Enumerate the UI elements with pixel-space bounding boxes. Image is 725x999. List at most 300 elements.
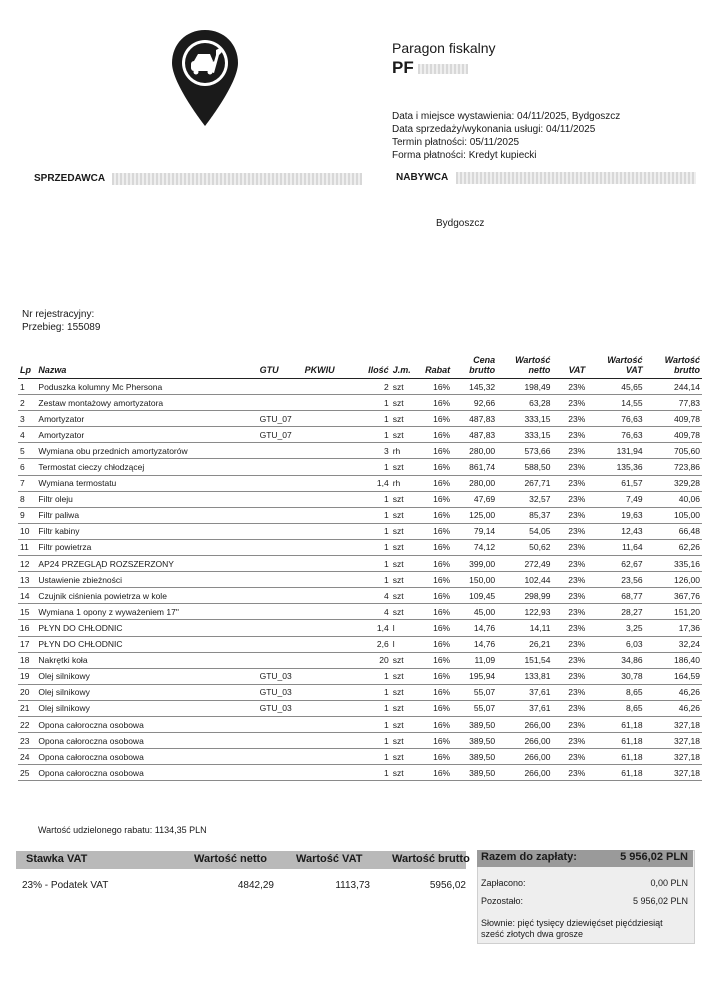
row-unit: szt: [391, 411, 420, 427]
table-row: [18, 379, 702, 395]
row-unit: szt: [391, 604, 420, 620]
row-gtu: [258, 652, 303, 668]
row-gtu: [258, 636, 303, 652]
row-vat-rate: 23%: [552, 588, 587, 604]
row-vat-value: 30,78: [587, 668, 644, 684]
row-discount: 16%: [419, 588, 452, 604]
row-unit: l: [391, 620, 420, 636]
row-net: 298,99: [497, 588, 552, 604]
row-vat-rate: 23%: [552, 668, 587, 684]
row-unit: szt: [391, 716, 420, 732]
row-gross: 62,26: [645, 539, 702, 555]
row-qty: 1: [358, 700, 391, 716]
row-gross: 77,83: [645, 395, 702, 411]
row-qty: 1: [358, 749, 391, 765]
row-qty: 3: [358, 443, 391, 459]
row-gtu: GTU_03: [258, 684, 303, 700]
row-lp: 20: [18, 684, 36, 700]
row-gtu: [258, 749, 303, 765]
row-gross: 335,16: [645, 556, 702, 572]
row-pkwiu: [303, 395, 358, 411]
row-gtu: [258, 443, 303, 459]
row-pkwiu: [303, 539, 358, 555]
row-gross: 66,48: [645, 523, 702, 539]
row-gtu: [258, 507, 303, 523]
row-pkwiu: [303, 379, 358, 395]
document-title: Paragon fiskalny: [392, 40, 496, 56]
row-net: 133,81: [497, 668, 552, 684]
row-name: Opona całoroczna osobowa: [36, 749, 257, 765]
col-vat-rate: VAT: [552, 355, 587, 379]
row-vat-value: 3,25: [587, 620, 644, 636]
row-price: 145,32: [452, 379, 497, 395]
row-vat-rate: 23%: [552, 572, 587, 588]
table-row: [18, 733, 702, 749]
row-pkwiu: [303, 443, 358, 459]
row-unit: szt: [391, 556, 420, 572]
row-net: 272,49: [497, 556, 552, 572]
row-vat-value: 131,94: [587, 443, 644, 459]
row-price: 389,50: [452, 733, 497, 749]
row-lp: 19: [18, 668, 36, 684]
row-net: 266,00: [497, 749, 552, 765]
table-row: [18, 459, 702, 475]
row-vat-value: 61,57: [587, 475, 644, 491]
row-pkwiu: [303, 684, 358, 700]
row-qty: 1: [358, 539, 391, 555]
row-discount: 16%: [419, 523, 452, 539]
row-gross: 705,60: [645, 443, 702, 459]
row-name: Zestaw montażowy amortyzatora: [36, 395, 257, 411]
row-lp: 17: [18, 636, 36, 652]
row-discount: 16%: [419, 684, 452, 700]
row-net: 151,54: [497, 652, 552, 668]
row-discount: 16%: [419, 443, 452, 459]
table-row: [18, 395, 702, 411]
col-pkwiu: PKWIU: [303, 355, 358, 379]
row-name: Opona całoroczna osobowa: [36, 716, 257, 732]
col-discount: Rabat: [419, 355, 452, 379]
row-lp: 25: [18, 765, 36, 781]
row-unit: szt: [391, 749, 420, 765]
row-pkwiu: [303, 733, 358, 749]
row-discount: 16%: [419, 539, 452, 555]
table-row: [18, 572, 702, 588]
summary-vat: 1113,73: [335, 880, 370, 891]
row-gtu: [258, 733, 303, 749]
row-net: 266,00: [497, 716, 552, 732]
row-vat-rate: 23%: [552, 539, 587, 555]
row-qty: 1: [358, 684, 391, 700]
table-row: [18, 716, 702, 732]
items-header-row: [18, 355, 702, 379]
sale-date: Data sprzedaży/wykonania usługi: 04/11/2025: [392, 124, 596, 135]
row-net: 63,28: [497, 395, 552, 411]
row-vat-value: 14,55: [587, 395, 644, 411]
row-unit: szt: [391, 588, 420, 604]
row-price: 389,50: [452, 765, 497, 781]
row-vat-value: 61,18: [587, 765, 644, 781]
row-pkwiu: [303, 411, 358, 427]
row-vat-rate: 23%: [552, 652, 587, 668]
row-net: 333,15: [497, 427, 552, 443]
row-gtu: GTU_03: [258, 700, 303, 716]
row-gross: 327,18: [645, 733, 702, 749]
row-pkwiu: [303, 652, 358, 668]
row-lp: 9: [18, 507, 36, 523]
row-net: 267,71: [497, 475, 552, 491]
table-row: [18, 411, 702, 427]
row-gross: 327,18: [645, 749, 702, 765]
row-pkwiu: [303, 636, 358, 652]
row-lp: 3: [18, 411, 36, 427]
row-discount: 16%: [419, 459, 452, 475]
row-name: PŁYN DO CHŁODNIC: [36, 620, 257, 636]
row-net: 50,62: [497, 539, 552, 555]
row-name: Wymiana obu przednich amortyzatorów: [36, 443, 257, 459]
row-unit: szt: [391, 572, 420, 588]
row-discount: 16%: [419, 379, 452, 395]
table-row: [18, 636, 702, 652]
row-vat-value: 34,86: [587, 652, 644, 668]
row-vat-value: 8,65: [587, 684, 644, 700]
row-net: 573,66: [497, 443, 552, 459]
row-gross: 367,76: [645, 588, 702, 604]
row-gtu: [258, 523, 303, 539]
row-unit: szt: [391, 427, 420, 443]
row-gross: 151,20: [645, 604, 702, 620]
col-gtu: GTU: [258, 355, 303, 379]
row-gtu: [258, 491, 303, 507]
row-lp: 5: [18, 443, 36, 459]
row-lp: 15: [18, 604, 36, 620]
row-gtu: [258, 604, 303, 620]
row-qty: 1: [358, 395, 391, 411]
row-lp: 13: [18, 572, 36, 588]
row-pkwiu: [303, 572, 358, 588]
row-lp: 1: [18, 379, 36, 395]
row-discount: 16%: [419, 572, 452, 588]
row-vat-rate: 23%: [552, 765, 587, 781]
row-unit: szt: [391, 652, 420, 668]
row-vat-value: 45,65: [587, 379, 644, 395]
row-name: Opona całoroczna osobowa: [36, 765, 257, 781]
row-discount: 16%: [419, 668, 452, 684]
row-qty: 2: [358, 379, 391, 395]
row-name: Wymiana termostatu: [36, 475, 257, 491]
row-name: PŁYN DO CHŁODNIC: [36, 636, 257, 652]
table-row: [18, 491, 702, 507]
amount-due-label: Razem do zapłaty:: [481, 851, 577, 863]
row-discount: 16%: [419, 556, 452, 572]
row-price: 79,14: [452, 523, 497, 539]
row-vat-rate: 23%: [552, 636, 587, 652]
row-discount: 16%: [419, 652, 452, 668]
row-name: AP24 PRZEGLĄD ROZSZERZONY: [36, 556, 257, 572]
row-unit: szt: [391, 765, 420, 781]
row-vat-rate: 23%: [552, 716, 587, 732]
row-vat-rate: 23%: [552, 411, 587, 427]
row-gross: 40,06: [645, 491, 702, 507]
row-net: 37,61: [497, 700, 552, 716]
row-qty: 4: [358, 604, 391, 620]
row-vat-rate: 23%: [552, 733, 587, 749]
row-pkwiu: [303, 620, 358, 636]
row-name: Olej silnikowy: [36, 700, 257, 716]
redacted-number: [418, 64, 468, 74]
row-qty: 1: [358, 668, 391, 684]
row-price: 92,66: [452, 395, 497, 411]
row-name: Czujnik ciśnienia powietrza w kole: [36, 588, 257, 604]
row-discount: 16%: [419, 749, 452, 765]
row-gtu: [258, 379, 303, 395]
summary-gross: 5956,02: [429, 880, 466, 891]
row-vat-value: 8,65: [587, 700, 644, 716]
row-pkwiu: [303, 523, 358, 539]
row-vat-rate: 23%: [552, 604, 587, 620]
row-pkwiu: [303, 427, 358, 443]
table-row: [18, 749, 702, 765]
summary-net: 4842,29: [237, 880, 274, 891]
amount-due-value: 5 956,02 PLN: [620, 851, 688, 863]
row-pkwiu: [303, 491, 358, 507]
row-unit: szt: [391, 379, 420, 395]
summary-net-header: Wartość netto: [194, 853, 267, 865]
col-net-value: Wartość netto: [497, 355, 552, 379]
col-qty: Ilość: [358, 355, 391, 379]
row-discount: 16%: [419, 765, 452, 781]
buyer-redacted: [456, 172, 696, 184]
row-vat-value: 6,03: [587, 636, 644, 652]
table-row: [18, 475, 702, 491]
row-vat-value: 61,18: [587, 749, 644, 765]
summary-gross-header: Wartość brutto: [392, 853, 470, 865]
row-vat-value: 19,63: [587, 507, 644, 523]
row-vat-rate: 23%: [552, 749, 587, 765]
row-vat-rate: 23%: [552, 475, 587, 491]
row-net: 333,15: [497, 411, 552, 427]
row-unit: szt: [391, 668, 420, 684]
row-price: 14,76: [452, 620, 497, 636]
seller-label: SPRZEDAWCA: [34, 173, 106, 184]
row-discount: 16%: [419, 475, 452, 491]
row-vat-value: 76,63: [587, 411, 644, 427]
row-discount: 16%: [419, 411, 452, 427]
paid-label: Zapłacono:: [481, 878, 526, 888]
row-net: 85,37: [497, 507, 552, 523]
row-unit: l: [391, 636, 420, 652]
row-unit: szt: [391, 733, 420, 749]
row-gross: 327,18: [645, 765, 702, 781]
row-name: Nakrętki koła: [36, 652, 257, 668]
row-qty: 1: [358, 556, 391, 572]
row-discount: 16%: [419, 507, 452, 523]
row-lp: 2: [18, 395, 36, 411]
summary-rate: 23% - Podatek VAT: [22, 880, 109, 891]
row-lp: 6: [18, 459, 36, 475]
row-vat-rate: 23%: [552, 379, 587, 395]
row-net: 266,00: [497, 765, 552, 781]
row-gross: 164,59: [645, 668, 702, 684]
row-vat-rate: 23%: [552, 556, 587, 572]
row-name: Wymiana 1 opony z wyważeniem 17": [36, 604, 257, 620]
row-discount: 16%: [419, 733, 452, 749]
row-gross: 126,00: [645, 572, 702, 588]
row-gtu: [258, 539, 303, 555]
registration-label: Nr rejestracyjny:: [22, 309, 95, 320]
row-name: Filtr kabiny: [36, 523, 257, 539]
row-price: 389,50: [452, 749, 497, 765]
row-vat-rate: 23%: [552, 395, 587, 411]
row-name: Filtr paliwa: [36, 507, 257, 523]
row-lp: 21: [18, 700, 36, 716]
row-unit: szt: [391, 700, 420, 716]
row-pkwiu: [303, 507, 358, 523]
row-pkwiu: [303, 765, 358, 781]
row-vat-value: 68,77: [587, 588, 644, 604]
col-gross-value: Wartość brutto: [645, 355, 702, 379]
mileage: Przebieg: 155089: [22, 322, 101, 333]
row-lp: 24: [18, 749, 36, 765]
workshop-logo: [170, 28, 240, 128]
row-qty: 20: [358, 652, 391, 668]
items-table: [18, 355, 702, 781]
row-price: 11,09: [452, 652, 497, 668]
row-vat-value: 7,49: [587, 491, 644, 507]
table-row: [18, 700, 702, 716]
row-lp: 16: [18, 620, 36, 636]
table-row: [18, 443, 702, 459]
row-unit: rh: [391, 443, 420, 459]
row-pkwiu: [303, 556, 358, 572]
summary-vat-header: Wartość VAT: [296, 853, 363, 865]
row-gross: 244,14: [645, 379, 702, 395]
row-lp: 10: [18, 523, 36, 539]
row-vat-rate: 23%: [552, 620, 587, 636]
row-gtu: [258, 395, 303, 411]
row-pkwiu: [303, 588, 358, 604]
col-gross-price: Cena brutto: [452, 355, 497, 379]
discount-total: Wartość udzielonego rabatu: 1134,35 PLN: [38, 825, 207, 835]
row-gtu: [258, 588, 303, 604]
table-row: [18, 684, 702, 700]
row-vat-value: 28,27: [587, 604, 644, 620]
row-price: 125,00: [452, 507, 497, 523]
table-row: [18, 604, 702, 620]
row-qty: 1,4: [358, 620, 391, 636]
row-price: 74,12: [452, 539, 497, 555]
row-name: Amortyzator: [36, 427, 257, 443]
row-price: 14,76: [452, 636, 497, 652]
row-vat-rate: 23%: [552, 523, 587, 539]
row-discount: 16%: [419, 620, 452, 636]
row-qty: 1: [358, 733, 391, 749]
row-unit: szt: [391, 395, 420, 411]
row-name: Amortyzator: [36, 411, 257, 427]
row-name: Opona całoroczna osobowa: [36, 733, 257, 749]
row-price: 55,07: [452, 684, 497, 700]
row-discount: 16%: [419, 491, 452, 507]
row-gtu: GTU_07: [258, 411, 303, 427]
row-vat-value: 12,43: [587, 523, 644, 539]
row-gross: 409,78: [645, 411, 702, 427]
row-net: 266,00: [497, 733, 552, 749]
row-discount: 16%: [419, 716, 452, 732]
row-price: 389,50: [452, 716, 497, 732]
table-row: [18, 556, 702, 572]
row-lp: 4: [18, 427, 36, 443]
amount-in-words-1: Słownie: pięć tysięcy dziewięćset pięćdziesiąt: [481, 918, 663, 928]
row-gtu: [258, 556, 303, 572]
row-vat-value: 62,67: [587, 556, 644, 572]
buyer-city: Bydgoszcz: [436, 218, 485, 229]
row-unit: szt: [391, 684, 420, 700]
row-lp: 8: [18, 491, 36, 507]
table-row: [18, 539, 702, 555]
row-name: Ustawienie zbieżności: [36, 572, 257, 588]
row-discount: 16%: [419, 427, 452, 443]
row-lp: 22: [18, 716, 36, 732]
row-gross: 409,78: [645, 427, 702, 443]
row-qty: 1: [358, 523, 391, 539]
row-pkwiu: [303, 668, 358, 684]
row-qty: 1: [358, 411, 391, 427]
paid-value: 0,00 PLN: [650, 878, 688, 888]
row-gross: 32,24: [645, 636, 702, 652]
row-vat-value: 11,64: [587, 539, 644, 555]
table-row: [18, 765, 702, 781]
remaining-label: Pozostało:: [481, 896, 524, 906]
row-qty: 1: [358, 427, 391, 443]
row-vat-value: 135,36: [587, 459, 644, 475]
row-discount: 16%: [419, 700, 452, 716]
row-price: 109,45: [452, 588, 497, 604]
row-pkwiu: [303, 604, 358, 620]
row-qty: 1,4: [358, 475, 391, 491]
row-qty: 1: [358, 507, 391, 523]
row-vat-value: 76,63: [587, 427, 644, 443]
row-qty: 1: [358, 765, 391, 781]
row-vat-rate: 23%: [552, 507, 587, 523]
row-discount: 16%: [419, 395, 452, 411]
row-name: Olej silnikowy: [36, 684, 257, 700]
row-pkwiu: [303, 716, 358, 732]
row-price: 280,00: [452, 475, 497, 491]
row-lp: 23: [18, 733, 36, 749]
row-unit: szt: [391, 523, 420, 539]
col-lp: Lp: [18, 355, 36, 379]
buyer-label: NABYWCA: [396, 172, 449, 183]
row-net: 122,93: [497, 604, 552, 620]
row-qty: 4: [358, 588, 391, 604]
summary-rate-header: Stawka VAT: [26, 853, 88, 865]
row-vat-value: 61,18: [587, 733, 644, 749]
table-row: [18, 652, 702, 668]
remaining-value: 5 956,02 PLN: [632, 896, 688, 906]
row-net: 54,05: [497, 523, 552, 539]
row-price: 150,00: [452, 572, 497, 588]
document-number: PF: [392, 58, 414, 77]
issue-date: Data i miejsce wystawienia: 04/11/2025, Bydgoszcz: [392, 111, 621, 122]
row-lp: 11: [18, 539, 36, 555]
row-unit: szt: [391, 491, 420, 507]
row-name: Termostat cieczy chłodzącej: [36, 459, 257, 475]
row-gross: 105,00: [645, 507, 702, 523]
row-price: 55,07: [452, 700, 497, 716]
col-vat-value: Wartość VAT: [587, 355, 644, 379]
row-price: 280,00: [452, 443, 497, 459]
table-row: [18, 588, 702, 604]
